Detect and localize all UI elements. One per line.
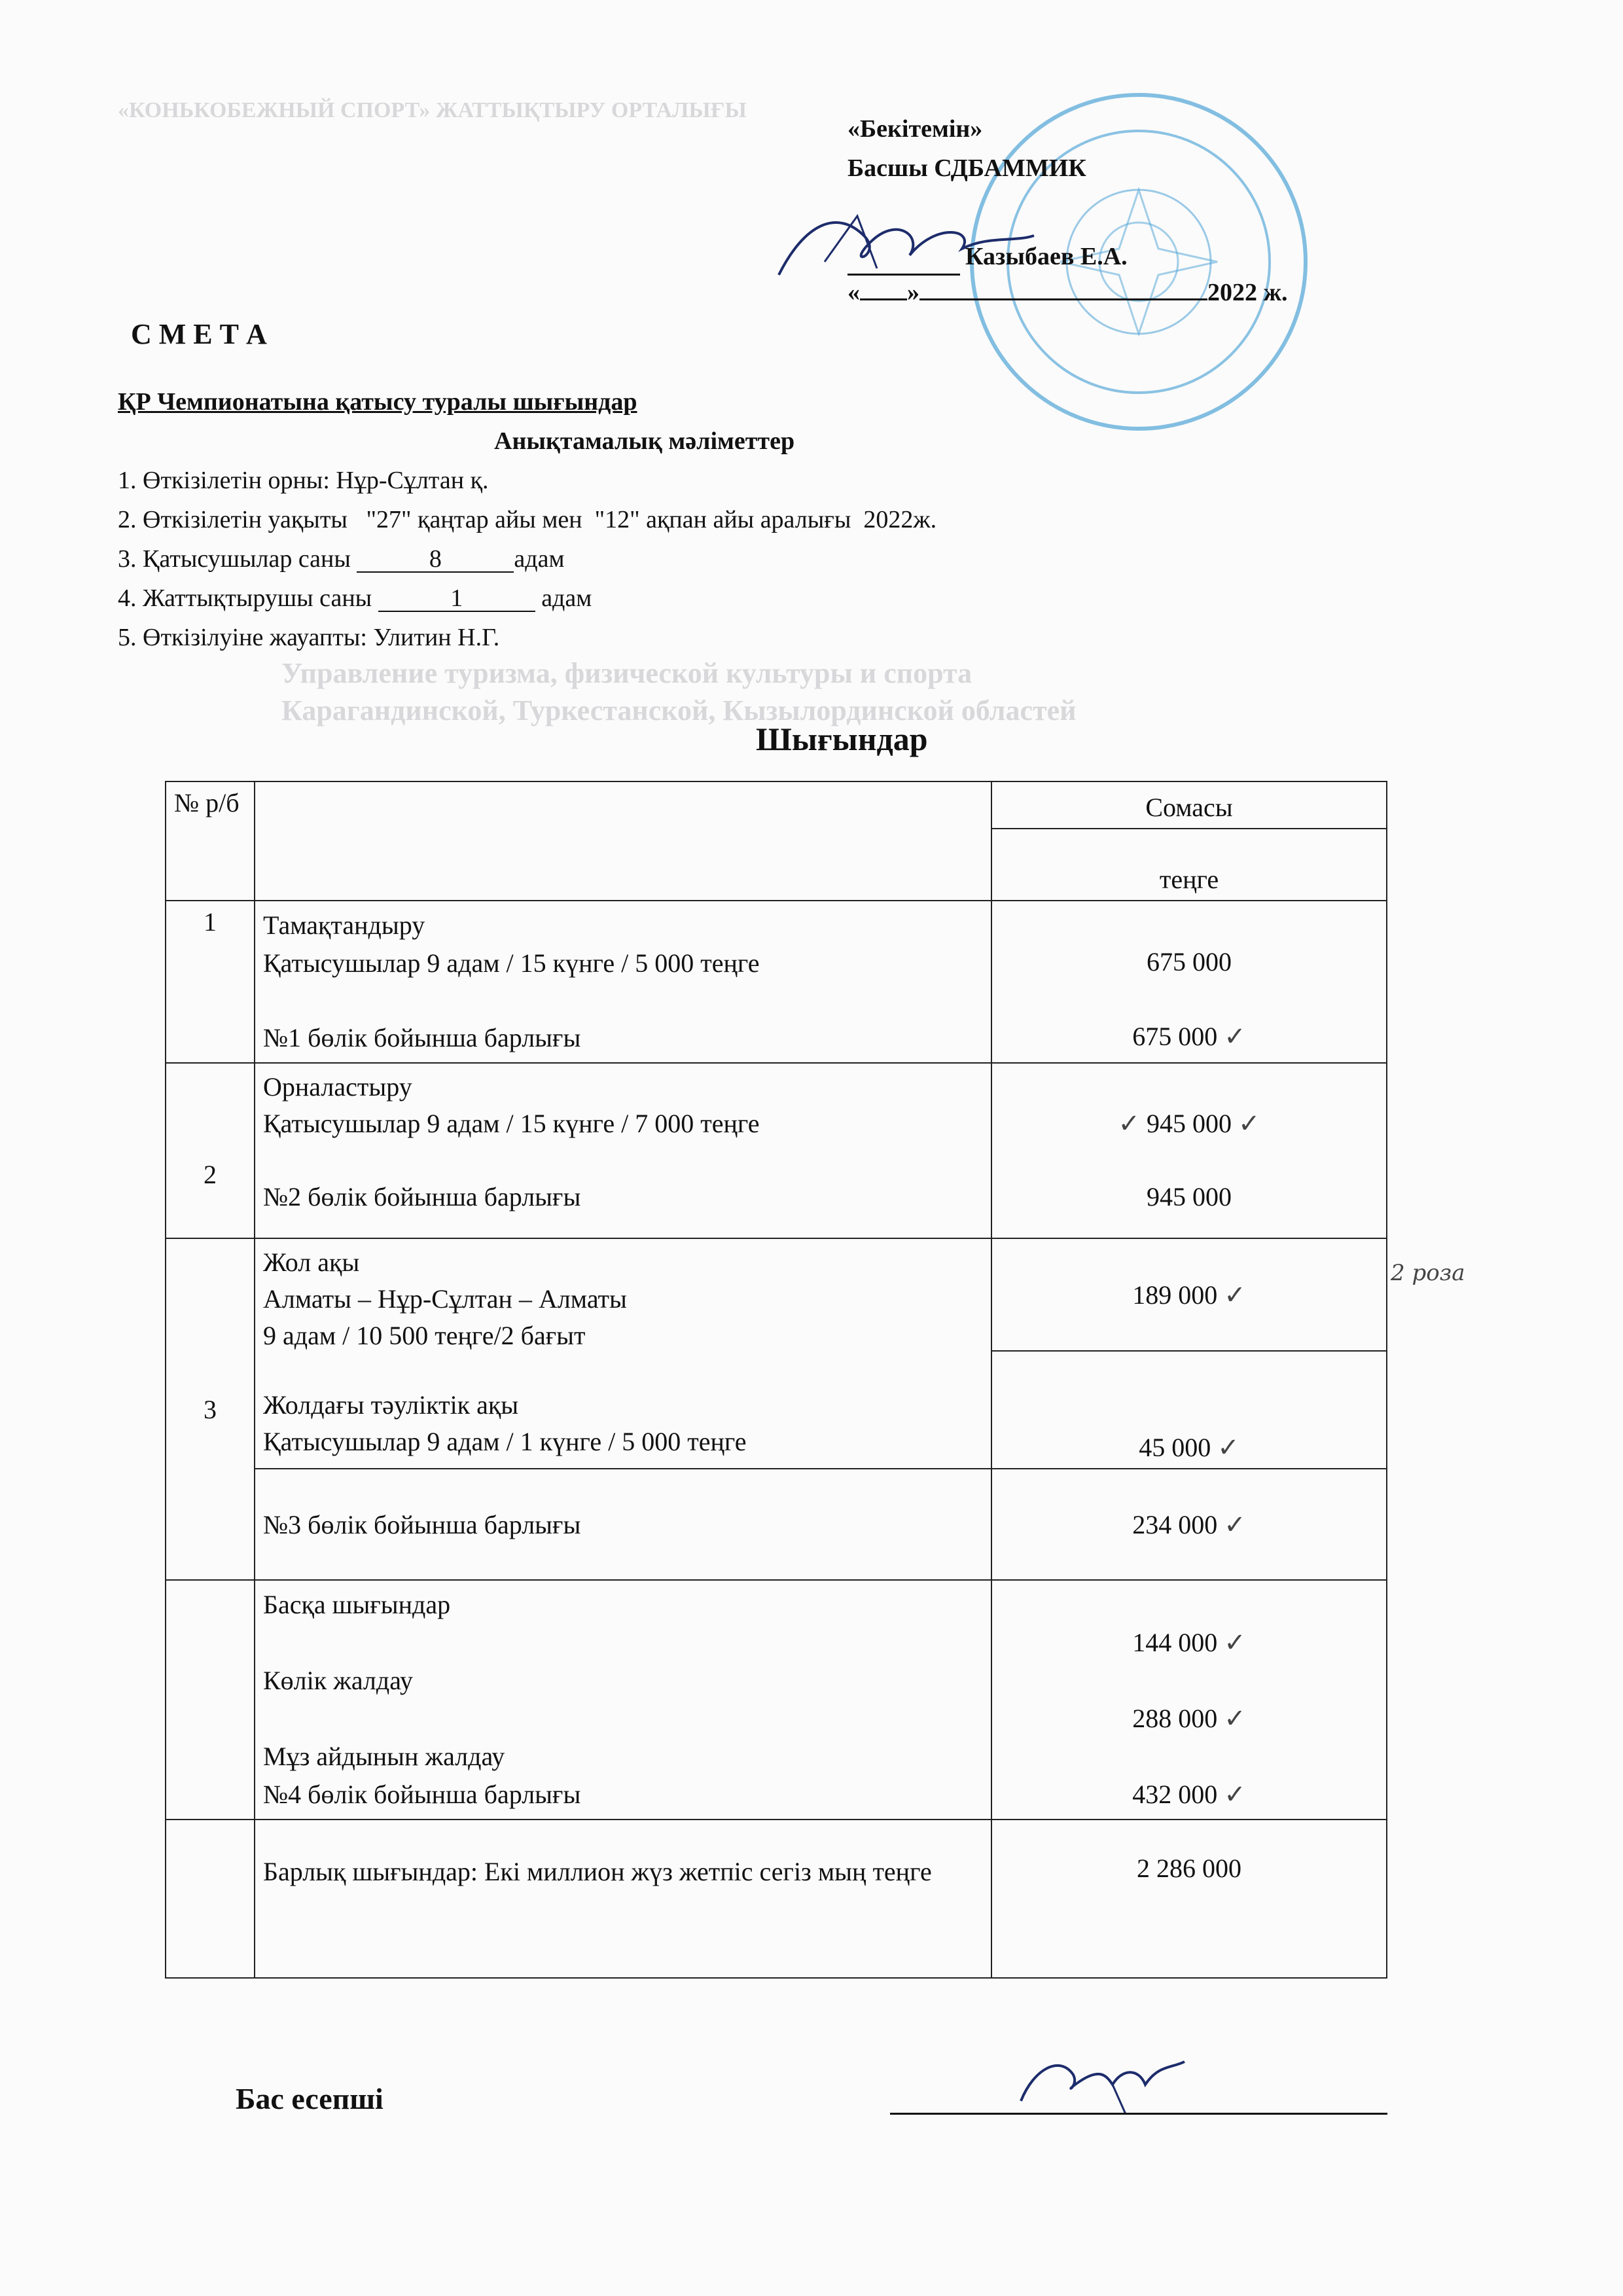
accountant-label: Бас есепші [236, 2082, 383, 2115]
table-row [166, 1580, 1387, 1820]
table-row [166, 901, 1387, 1063]
handwritten-note: 2 роза [1391, 1260, 1465, 1286]
checkmark-icon: ✓ [1224, 1628, 1246, 1658]
grand-total: 2 286 000 [991, 1820, 1387, 1978]
section-total-label: №1 бөлік бойынша барлығы [263, 1023, 581, 1052]
checkmark-icon: ✓ [1224, 1704, 1246, 1734]
header-blank [255, 781, 991, 901]
header-currency: теңге [991, 829, 1387, 901]
section-number [166, 1820, 255, 1978]
section-line: Мұз айдынын жалдау [263, 1742, 505, 1771]
section-amount: 675 000 [1147, 947, 1232, 977]
show-through-text: «КОНЬКОБЕЖНЫЙ СПОРТ» ЖАТТЫҚТЫРУ ОРТАЛЫҒЫ [118, 98, 747, 122]
info-place: 1. Өткізілетін орны: Нұр-Сұлтан қ. [118, 467, 489, 494]
section-amount: 144 000 ✓ [1132, 1628, 1246, 1658]
section-amount: ✓ 945 000 ✓ [1118, 1109, 1260, 1139]
approval-name: Казыбаев Е.А. [965, 243, 1128, 270]
section-number: 3 [166, 1238, 255, 1580]
approval-label: «Бекітемін» [847, 115, 983, 143]
table-row [166, 1820, 1387, 1978]
info-participants: 3. Қатысушылар саны 8 адам [118, 545, 565, 573]
section-total-label: №3 бөлік бойынша барлығы [255, 1469, 991, 1580]
section-number: 1 [166, 901, 255, 1063]
grand-total-label: Барлық шығындар: Екі миллион жүз жетпіс сегіз мың теңге [255, 1820, 991, 1978]
document-title: С М Е Т А [131, 318, 267, 350]
signature-line [847, 274, 960, 276]
route-line: Алматы – Нұр-Сұлтан – Алматы [263, 1284, 627, 1314]
info-responsible: 5. Өткізілуіне жауапты: Улитин Н.Г. [118, 624, 500, 651]
section-line: Қатысушылар 9 адам / 15 күнге / 5 000 теңге [263, 948, 760, 978]
section-total-label: №2 бөлік бойынша барлығы [263, 1182, 581, 1211]
daily-title: Жолдағы тәуліктік ақы [263, 1390, 519, 1420]
section-title: Жол ақы [263, 1247, 360, 1277]
table-row [166, 1238, 1387, 1351]
checkmark-icon: ✓ [1224, 1509, 1246, 1540]
info-period: 2. Өткізілетін уақыты "27" қаңтар айы мен "12" ақпан айы аралығы 2022ж. [118, 506, 937, 533]
section-number: 2 [166, 1063, 255, 1238]
info-coaches: 4. Жаттықтырушы саны 1 адам [118, 584, 592, 612]
expenses-heading: Шығындар [756, 721, 928, 757]
section-total: 234 000 ✓ [991, 1469, 1387, 1580]
section-total: 945 000 [1147, 1182, 1232, 1211]
approval-date: « » 2022 ж. [847, 279, 1288, 306]
section-title: Басқа шығындар [263, 1590, 451, 1619]
accountant-signature-icon [1008, 2029, 1204, 2121]
section-line: Қатысушылар 9 адам / 15 күнге / 7 000 теңге [263, 1109, 760, 1138]
section-number [166, 1580, 255, 1820]
checkmark-icon: ✓ [1118, 1109, 1140, 1139]
checkmark-icon: ✓ [1224, 1022, 1246, 1052]
header-sum: Сомасы [991, 781, 1387, 829]
section-amount: 288 000 ✓ [1132, 1704, 1246, 1734]
document-subtitle: ҚР Чемпионатына қатысу туралы шығындар [118, 388, 637, 416]
show-through-text: Управление туризма, физической культуры и спорта Карагандинской, Туркестанской, Кызылординской областей [281, 657, 1077, 727]
table-row [166, 1063, 1387, 1238]
checkmark-icon: ✓ [1217, 1433, 1240, 1463]
approval-position: Басшы СДБАММИК [847, 154, 1086, 182]
accountant-signature-line [890, 2113, 1387, 2115]
section-title: Тамақтандыру [263, 910, 425, 940]
section-total-label: №4 бөлік бойынша барлығы [263, 1780, 581, 1809]
daily-amount: 45 000 ✓ [991, 1351, 1387, 1469]
checkmark-icon: ✓ [1224, 1280, 1246, 1310]
daily-line: Қатысушылар 9 адам / 1 күнге / 5 000 теңге [263, 1427, 747, 1456]
expense-table [165, 781, 1387, 1979]
checkmark-icon: ✓ [1238, 1109, 1260, 1139]
route-amount: 189 000 ✓ [991, 1238, 1387, 1351]
checkmark-icon: ✓ [1224, 1780, 1246, 1810]
header-number: № р/б [166, 781, 255, 901]
reference-heading: Анықтамалық мәліметтер [494, 427, 795, 455]
section-total: 675 000 ✓ [1132, 1022, 1246, 1052]
section-total: 432 000 ✓ [1132, 1780, 1246, 1810]
route-detail: 9 адам / 10 500 теңге/2 бағыт [263, 1321, 586, 1350]
section-line: Көлік жалдау [263, 1666, 413, 1695]
section-title: Орналастыру [263, 1072, 412, 1102]
